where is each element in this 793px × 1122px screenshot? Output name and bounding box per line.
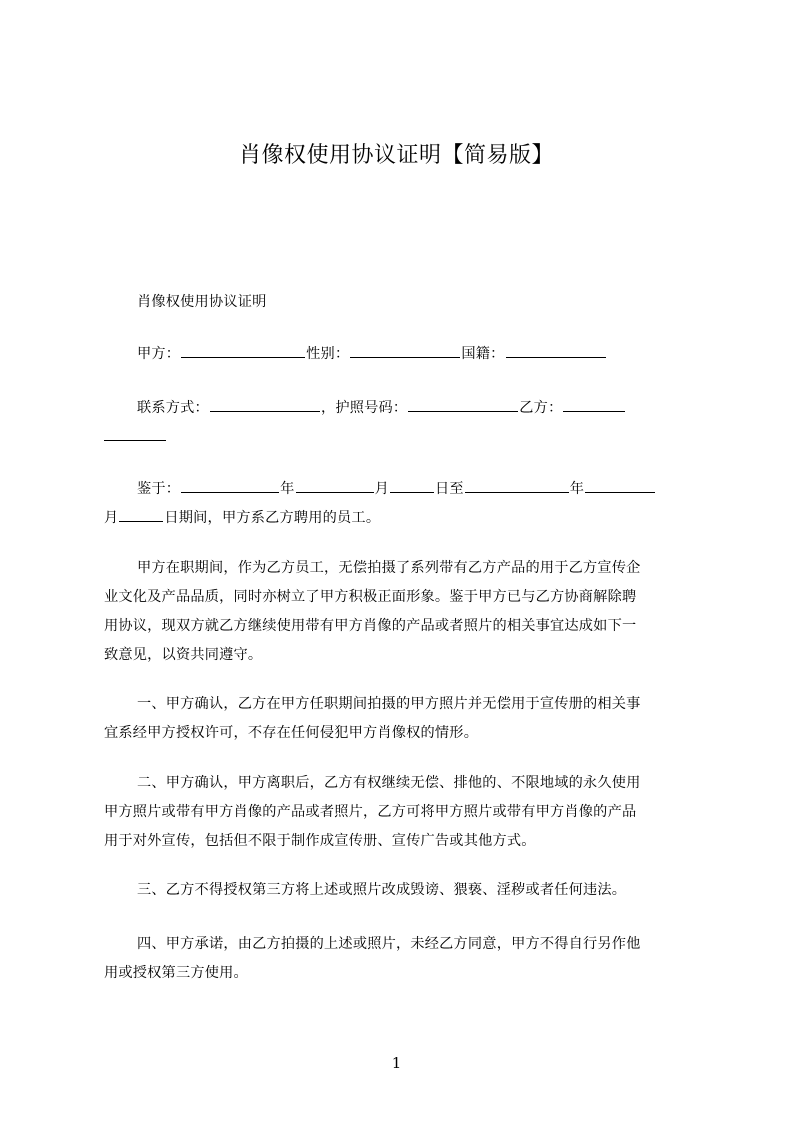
party-b-label: 乙方： — [519, 400, 563, 416]
end-month-blank[interactable] — [585, 480, 655, 493]
clause2-line: 甲方照片或带有甲方肖像的产品或者照片，乙方可将甲方照片或带有甲方肖像的产品 — [104, 804, 637, 820]
passport-label: 护照号码： — [335, 400, 408, 416]
whereas-label: 鉴于： — [137, 481, 181, 497]
whereas-line — [104, 475, 737, 504]
day-to-text: 日至 — [434, 481, 464, 497]
contact-label: 联系方式： — [137, 400, 209, 416]
party-a-blank[interactable] — [181, 345, 305, 358]
nationality-label: 国籍： — [461, 346, 505, 362]
start-day-blank[interactable] — [390, 480, 434, 493]
gender-blank[interactable] — [350, 345, 460, 358]
para1-line: 致意见，以资共同遵守。 — [104, 647, 263, 663]
page-number: 1 — [391, 1054, 402, 1072]
party-b-line-continued — [104, 423, 704, 452]
party-b-blank[interactable] — [563, 399, 625, 412]
para1-line: 业文化及产品品质，同时亦树立了甲方积极正面形象。鉴于甲方已与乙方协商解除聘 — [104, 589, 637, 605]
clause1-line: 宜系经甲方授权许可，不存在任何侵犯甲方肖像权的情形。 — [104, 725, 479, 741]
para1-line: 甲方在职期间，作为乙方员工，无偿拍摄了系列带有乙方产品的用于乙方宣传企 — [137, 560, 641, 576]
comma: ， — [320, 400, 336, 416]
whereas-line-continued — [104, 504, 704, 533]
month-text: 月 — [374, 481, 389, 497]
passport-blank[interactable] — [408, 399, 518, 412]
year-text: 年 — [280, 481, 295, 497]
start-month-blank[interactable] — [296, 480, 374, 493]
party-a-info-line — [104, 340, 737, 369]
clause2-line: 用于对外宣传，包括但不限于制作成宣传册、宣传广告或其他方式。 — [104, 833, 536, 849]
end-day-blank[interactable] — [119, 509, 163, 522]
year-text: 年 — [569, 481, 585, 497]
document-subtitle: 肖像权使用协议证明 — [137, 294, 267, 310]
document-title: 肖像权使用协议证明【简易版】 — [238, 143, 554, 168]
clause1-line: 一、甲方确认，乙方在甲方任职期间拍摄的甲方照片并无偿用于宣传册的相关事 — [137, 696, 641, 712]
party-b-blank-continued[interactable] — [104, 428, 166, 441]
period-end-text: 日期间，甲方系乙方聘用的员工。 — [164, 510, 381, 526]
month-text: 月 — [104, 510, 119, 526]
party-a-label: 甲方： — [137, 346, 181, 362]
clause4-line: 四、甲方承诺，由乙方拍摄的上述或照片，未经乙方同意，甲方不得自行另作他 — [137, 936, 641, 952]
clause3-line: 三、乙方不得授权第三方将上述或照片改成毁谤、猥亵、淫秽或者任何违法。 — [137, 882, 627, 898]
clause2-line: 二、甲方确认，甲方离职后，乙方有权继续无偿、排他的、不限地域的永久使用 — [137, 775, 641, 791]
contact-line — [104, 394, 737, 423]
end-year-blank[interactable] — [465, 480, 569, 493]
start-year-blank[interactable] — [181, 480, 279, 493]
nationality-blank[interactable] — [506, 345, 606, 358]
clause4-line: 用或授权第三方使用。 — [104, 965, 248, 981]
gender-label: 性别： — [306, 346, 350, 362]
para1-line: 用协议，现双方就乙方继续使用带有甲方肖像的产品或者照片的相关事宜达成如下一 — [104, 618, 637, 634]
contact-blank[interactable] — [210, 399, 320, 412]
